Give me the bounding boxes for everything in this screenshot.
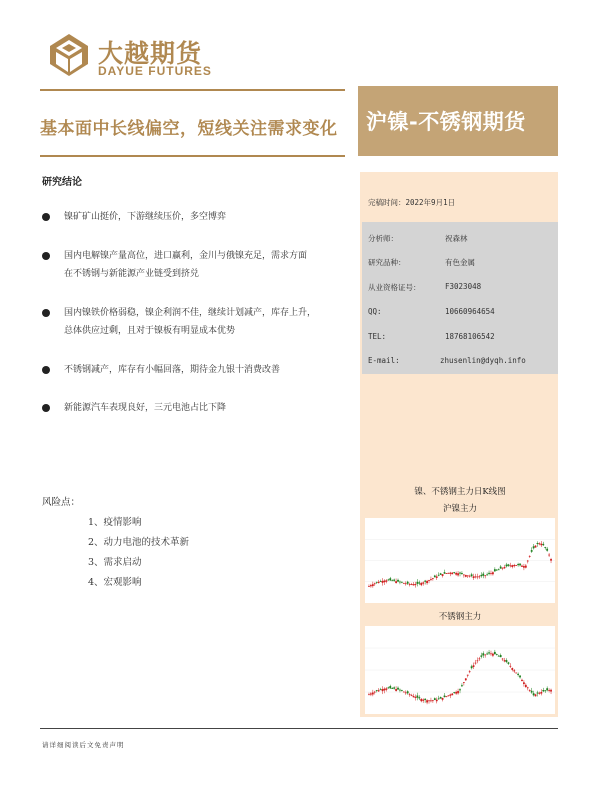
stainless-candle <box>449 694 451 699</box>
nickel-candle <box>436 574 438 580</box>
stainless-candle <box>533 691 535 697</box>
stainless-candle <box>438 696 440 700</box>
meta-label-analyst: 分析师： <box>368 234 398 243</box>
stainless-chart-title: 不锈钢主力 <box>438 612 482 622</box>
stainless-candle <box>370 692 372 696</box>
risk-item: 4、宏观影响 <box>88 577 142 588</box>
nickel-candle <box>393 579 395 582</box>
stainless-candle <box>395 686 397 691</box>
charts-title: 镍、不锈钢主力日K线图 <box>414 487 506 497</box>
nickel-candle <box>413 582 415 586</box>
meta-value-analyst: 祝森林 <box>445 234 468 243</box>
risk-title: 风险点： <box>42 497 81 508</box>
brand-name-en: DAYUE FUTURES <box>98 64 212 78</box>
stainless-candle <box>535 694 537 697</box>
stainless-candle <box>469 670 471 673</box>
stainless-candle <box>461 683 463 687</box>
nickel-candle <box>504 565 506 569</box>
stainless-candle <box>550 689 552 694</box>
stainless-candle <box>467 675 469 678</box>
stainless-candle <box>436 698 438 704</box>
meta-value-qq: 10660964654 <box>445 307 495 316</box>
nickel-candle <box>492 571 494 575</box>
nickel-candle <box>453 572 455 574</box>
nickel-candle <box>467 575 469 578</box>
nickel-candle <box>542 542 544 546</box>
brand-name-cn: 大越期货 <box>98 39 203 68</box>
stainless-candle <box>521 679 523 682</box>
nickel-candle <box>502 567 504 570</box>
nickel-candle <box>511 565 513 569</box>
stainless-candle <box>492 653 494 658</box>
stainless-candle <box>389 685 391 689</box>
stainless-candle <box>405 690 407 694</box>
nickel-candle <box>370 584 372 588</box>
stainless-candle <box>540 689 542 695</box>
stainless-candle <box>523 680 525 687</box>
bullet-dot <box>42 366 50 374</box>
nickel-candle <box>517 563 519 567</box>
nickel-candle <box>440 573 442 575</box>
nickel-candle <box>531 547 533 553</box>
stainless-candle <box>442 698 444 702</box>
stainless-candle <box>531 688 533 694</box>
footer-disclaimer: 请详细阅读后文免责声明 <box>42 741 125 749</box>
stainless-candle <box>374 691 376 695</box>
stainless-candle <box>413 694 415 698</box>
meta-label-email: E-mail: <box>368 356 400 365</box>
nickel-candle <box>372 582 374 588</box>
nickel-candle <box>459 572 461 577</box>
nickel-candle <box>515 565 517 566</box>
nickel-candle <box>471 573 473 578</box>
nickel-candle <box>424 580 426 585</box>
stainless-candle <box>477 657 479 663</box>
stainless-candle <box>527 687 529 691</box>
nickel-candle <box>411 583 413 585</box>
nickel-candle <box>544 547 546 550</box>
meta-value-license: F3023048 <box>445 282 482 291</box>
stainless-candle <box>544 690 546 693</box>
meta-label-license: 从业资格证号： <box>368 283 421 292</box>
stainless-candle <box>444 693 446 698</box>
nickel-candle <box>382 578 384 586</box>
nickel-candle <box>403 583 405 584</box>
nickel-candle <box>457 571 459 577</box>
stainless-candle <box>372 690 374 696</box>
stainless-candle <box>378 688 380 692</box>
meta-value-variety: 有色金属 <box>445 258 475 267</box>
nickel-candle <box>407 581 409 585</box>
stainless-candle <box>382 686 384 694</box>
stainless-candle <box>508 662 510 665</box>
nickel-candle <box>461 571 463 575</box>
nickel-candle <box>389 577 391 581</box>
stainless-candle <box>496 654 498 656</box>
stainless-candle <box>418 695 420 700</box>
stainless-candle <box>415 695 417 701</box>
meta-value-tel: 18768106542 <box>445 332 495 341</box>
nickel-candle <box>446 573 448 574</box>
stainless-candle <box>473 663 475 669</box>
nickel-candle <box>399 580 401 584</box>
risk-item: 3、需求启动 <box>88 557 142 568</box>
stainless-candle <box>537 691 539 697</box>
nickel-candle <box>434 575 436 578</box>
stainless-candle <box>517 672 519 676</box>
headline-rule-bottom <box>40 155 345 157</box>
nickel-candle <box>418 581 420 586</box>
stainless-candle <box>494 650 496 655</box>
stainless-candle <box>506 658 508 663</box>
nickel-kline-chart <box>365 518 555 603</box>
nickel-candle <box>550 558 552 563</box>
stainless-candle <box>432 700 434 703</box>
stainless-candle <box>490 651 492 656</box>
stainless-candle <box>542 688 544 692</box>
stainless-candle <box>384 687 386 693</box>
stainless-candle <box>515 672 517 673</box>
stainless-candle <box>498 655 500 657</box>
stainless-candle <box>475 660 477 665</box>
stainless-candle <box>482 651 484 658</box>
nickel-candle <box>539 542 541 545</box>
nickel-candle <box>374 583 376 587</box>
nickel-candle <box>529 555 531 558</box>
nickel-candle <box>548 553 550 557</box>
nickel-candle <box>540 541 542 547</box>
nickel-candle <box>473 574 475 580</box>
nickel-candle <box>469 575 471 578</box>
stainless-candle <box>513 669 515 673</box>
conclusion-item-1: 镍矿矿山挺价，下游继续压价，多空博弈 <box>64 212 227 222</box>
bullet-dot <box>42 404 50 412</box>
nickel-candle <box>432 578 434 581</box>
stainless-candle <box>455 690 457 694</box>
bullet-dot <box>42 213 50 221</box>
meta-label-variety: 研究品种： <box>368 258 406 267</box>
nickel-candle <box>508 564 510 567</box>
nickel-candle <box>391 579 393 581</box>
nickel-candle <box>513 564 515 568</box>
headline-rule-top <box>40 89 345 91</box>
stainless-candle <box>463 682 465 686</box>
nickel-candle <box>376 582 378 584</box>
nickel-candle <box>484 575 486 578</box>
stainless-candle <box>397 686 399 690</box>
stainless-candle <box>504 658 506 662</box>
finish-time: 完稿时间：2022年9月1日 <box>368 198 456 207</box>
bullet-dot <box>42 309 50 317</box>
nickel-candle <box>523 564 525 570</box>
nickel-candle <box>463 574 465 577</box>
bullet-dot <box>42 252 50 260</box>
risk-item: 1、疫情影响 <box>88 517 142 528</box>
stainless-candle <box>471 665 473 670</box>
stainless-candle <box>428 700 430 704</box>
nickel-candle <box>533 544 535 550</box>
conclusion-item-5: 新能源汽车表现良好，三元电池占比下降 <box>64 403 227 413</box>
nickel-candle <box>380 580 382 582</box>
meta-label-tel: TEL: <box>368 332 387 341</box>
stainless-candle <box>430 698 432 703</box>
nickel-candle <box>519 563 521 566</box>
nickel-chart-title: 沪镍主力 <box>442 504 477 514</box>
stainless-candle <box>446 696 448 697</box>
nickel-candle <box>546 547 548 552</box>
stainless-candle <box>422 698 424 703</box>
stainless-candle <box>380 688 382 690</box>
stainless-candle <box>411 694 413 696</box>
nickel-candle <box>490 571 492 576</box>
stainless-candle <box>484 654 486 657</box>
stainless-candle <box>478 657 480 661</box>
stainless-candle <box>386 687 388 691</box>
stainless-candle <box>453 692 455 694</box>
stainless-candle <box>480 653 482 659</box>
nickel-candle <box>409 583 411 587</box>
nickel-candle <box>384 579 386 585</box>
stainless-candle <box>529 689 531 692</box>
nickel-candle <box>478 575 480 579</box>
nickel-candle <box>535 545 537 548</box>
report-title: 沪镍-不锈钢期货 <box>366 110 526 134</box>
nickel-candle <box>387 579 389 581</box>
nickel-candle <box>451 572 453 574</box>
stainless-candle <box>465 678 467 681</box>
stainless-candle <box>486 652 488 655</box>
stainless-candle <box>502 658 504 661</box>
nickel-candle <box>488 571 490 576</box>
stainless-candle <box>403 691 405 692</box>
nickel-candle <box>525 564 527 568</box>
nickel-candle <box>486 573 488 576</box>
nickel-candle <box>506 563 508 568</box>
stainless-candle <box>407 690 409 694</box>
conclusion-item-3: 国内镍铁价格弱稳，镍企利润不佳，继续计划减产，库存上升， 总体供应过剩，且对于镍板有明显成本优势 <box>64 308 317 336</box>
stainless-candle <box>401 690 403 692</box>
nickel-candle <box>444 570 446 574</box>
nickel-candle <box>430 577 432 581</box>
stainless-candle <box>511 668 513 672</box>
nickel-candle <box>405 581 407 585</box>
stainless-candle <box>459 688 461 693</box>
nickel-candle <box>442 574 444 577</box>
nickel-candle <box>386 579 388 583</box>
stainless-candle <box>451 693 453 695</box>
stainless-kline-chart <box>365 626 555 714</box>
nickel-candle <box>426 580 428 585</box>
nickel-candle <box>420 582 422 586</box>
nickel-candle <box>447 573 449 574</box>
stainless-candle <box>509 663 511 668</box>
stainless-candle <box>416 693 418 701</box>
nickel-candle <box>438 572 440 576</box>
footer-rule <box>40 728 558 729</box>
meta-label-qq: QQ: <box>368 307 382 316</box>
headline: 基本面中长线偏空，短线关注需求变化 <box>40 119 338 139</box>
stainless-candle <box>546 686 548 691</box>
stainless-candle <box>488 650 490 655</box>
stainless-candle <box>393 686 395 689</box>
nickel-candle <box>509 563 511 568</box>
stainless-candle <box>434 697 436 700</box>
nickel-candle <box>455 572 457 576</box>
stainless-candle <box>424 698 426 703</box>
nickel-candle <box>537 541 539 547</box>
analyst-info-panel <box>362 222 558 374</box>
risk-item: 2、动力电池的技术革新 <box>88 537 190 548</box>
nickel-candle <box>415 582 417 588</box>
conclusion-title: 研究结论 <box>42 177 82 188</box>
nickel-candle <box>449 572 451 576</box>
nickel-candle <box>416 579 418 586</box>
nickel-candle <box>482 572 484 578</box>
stainless-candle <box>440 697 442 699</box>
stainless-candle <box>409 693 411 697</box>
nickel-candle <box>498 568 500 570</box>
stainless-candle <box>420 698 422 702</box>
conclusion-item-4: 不锈钢减产，库存有小幅回落，期待金九银十消费改善 <box>64 365 281 375</box>
stainless-candle <box>525 683 527 688</box>
meta-value-email: zhusenlin@dyqh.info <box>440 356 526 365</box>
nickel-candle <box>465 575 467 578</box>
nickel-candle <box>477 574 479 580</box>
nickel-candle <box>480 572 482 578</box>
nickel-candle <box>494 567 496 572</box>
stainless-candle <box>387 687 389 689</box>
nickel-candle <box>395 578 397 583</box>
conclusion-item-2: 国内电解镍产量高位，进口赢利，金川与俄镍充足，需求方面 在不锈钢与新能源产业链受到挤兑 <box>64 251 308 279</box>
stainless-candle <box>457 689 459 695</box>
brand-logo-icon <box>48 32 90 78</box>
stainless-candle <box>391 687 393 689</box>
nickel-candle <box>496 569 498 571</box>
stainless-candle <box>368 693 370 696</box>
nickel-candle <box>475 574 477 579</box>
stainless-candle <box>519 675 521 678</box>
stainless-candle <box>447 695 449 696</box>
nickel-candle <box>521 565 523 567</box>
nickel-candle <box>500 565 502 569</box>
stainless-candle <box>426 699 428 704</box>
stainless-candle <box>500 653 502 657</box>
nickel-candle <box>368 584 370 586</box>
